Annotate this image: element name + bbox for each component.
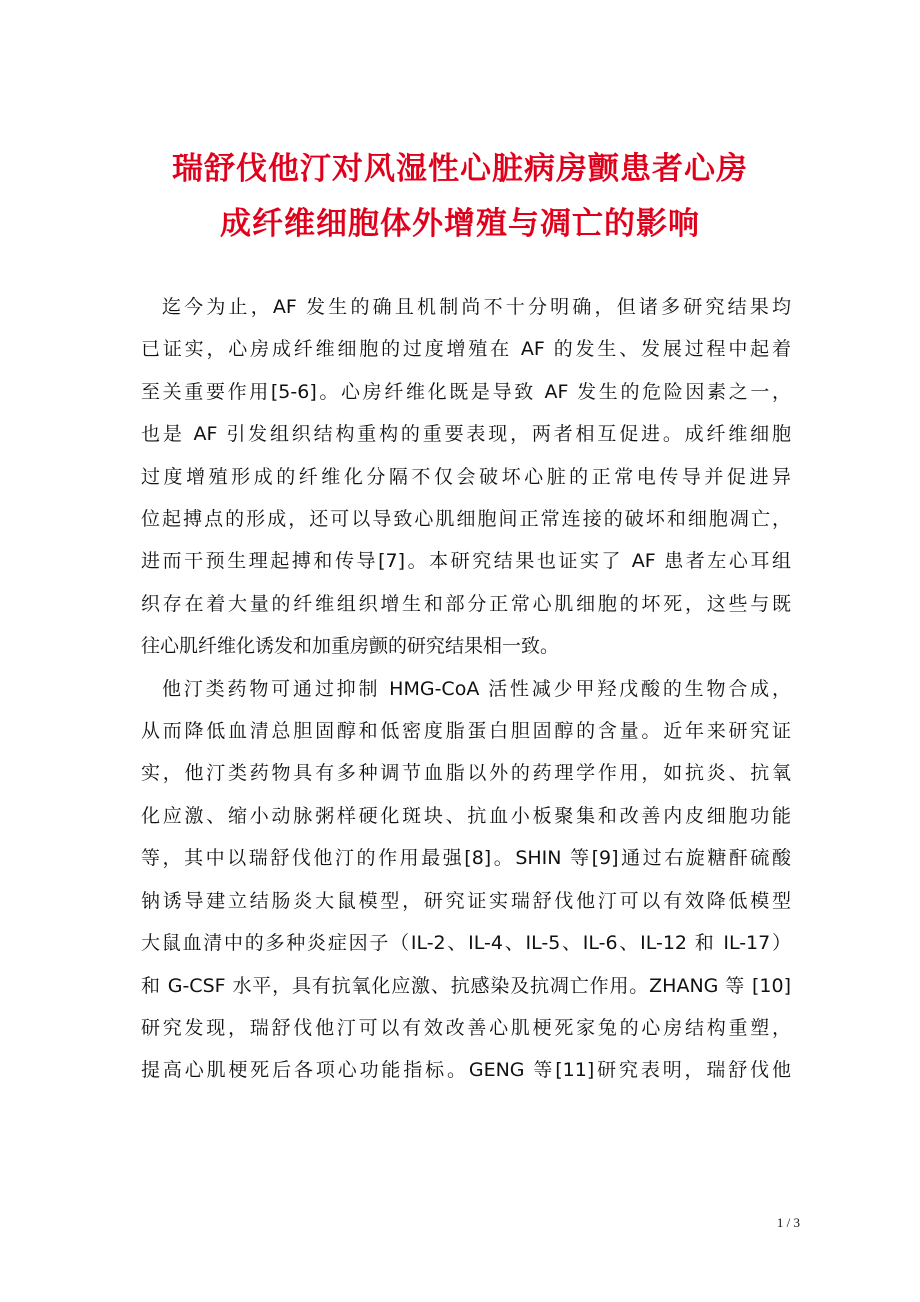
title-line-1: 瑞舒伐他汀对风湿性心脏病房颤患者心房 — [172, 151, 748, 187]
text-line: 等，其中以瑞舒伐他汀的作用最强[8]。SHIN 等[9]通过右旋糖酐硫酸 — [141, 847, 791, 870]
text-line: 迄今为止，AF 发生的确且机制尚不十分明确，但诸多研究结果均 — [162, 296, 791, 318]
text-line: 他汀类药物可通过抑制 HMG-CoA 活性减少甲羟戊酸的生物合成， — [162, 677, 791, 700]
text-line: 从而降低血清总胆固醇和低密度脂蛋白胆固醇的含量。近年来研究证 — [141, 720, 791, 743]
text-line: 进而干预生理起搏和传导[7]。本研究结果也证实了 AF 患者左心耳组 — [141, 550, 791, 573]
text-line: 至关重要作用[5-6]。心房纤维化既是导致 AF 发生的危险因素之一， — [141, 380, 791, 403]
text-line: 过度增殖形成的纤维化分隔不仅会破坏心脏的正常电传导并促进异 — [141, 465, 791, 488]
document-body — [141, 286, 791, 1092]
text-line: 位起搏点的形成，还可以导致心肌细胞间正常连接的破坏和细胞凋亡， — [141, 508, 791, 531]
text-line: 往心肌纤维化诱发和加重房颤的研究结果相一致。 — [141, 635, 560, 658]
paragraph-2 — [141, 668, 791, 1092]
text-line: 研究发现，瑞舒伐他汀可以有效改善心肌梗死家兔的心房结构重塑， — [141, 1016, 791, 1039]
document-title — [100, 142, 820, 252]
page-number: 1 / 3 — [776, 1215, 800, 1230]
text-line: 和 G-CSF 水平，具有抗氧化应激、抗感染及抗凋亡作用。ZHANG 等 [10] — [141, 974, 791, 997]
text-line: 实，他汀类药物具有多种调节血脂以外的药理学作用，如抗炎、抗氧 — [141, 762, 791, 785]
text-line: 大鼠血清中的多种炎症因子（IL-2、IL-4、IL-5、IL-6、IL-12 和 IL-17） — [141, 932, 791, 955]
text-line: 提高心肌梗死后各项心功能指标。GENG 等[11]研究表明，瑞舒伐他 — [141, 1059, 791, 1082]
title-line-2: 成纤维细胞体外增殖与凋亡的影响 — [220, 206, 700, 242]
text-line: 也是 AF 引发组织结构重构的重要表现，两者相互促进。成纤维细胞 — [141, 423, 791, 446]
text-line: 织存在着大量的纤维组织增生和部分正常心肌细胞的坏死，这些与既 — [141, 592, 791, 615]
text-line: 化应激、缩小动脉粥样硬化斑块、抗血小板聚集和改善内皮细胞功能 — [141, 804, 791, 827]
paragraph-1 — [141, 286, 791, 668]
text-line: 钠诱导建立结肠炎大鼠模型，研究证实瑞舒伐他汀可以有效降低模型 — [141, 889, 791, 912]
text-line: 已证实，心房成纤维细胞的过度增殖在 AF 的发生、发展过程中起着 — [141, 338, 791, 361]
